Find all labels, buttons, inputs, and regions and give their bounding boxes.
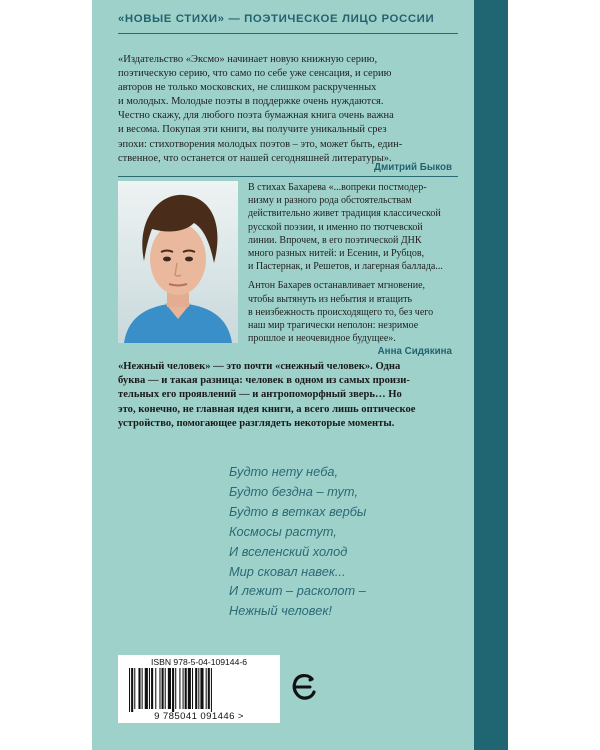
series-title: «НОВЫЕ СТИХИ» — ПОЭТИЧЕСКОЕ ЛИЦО РОССИИ xyxy=(118,13,435,25)
sidyakina-quote xyxy=(248,181,456,351)
quote-line: и Пастернак, и Решетов, и лагерная баллада... xyxy=(248,261,443,273)
book-description xyxy=(118,360,458,431)
poem-line: Будто в ветках вербы xyxy=(229,503,367,519)
quote-line: наш мир трагически неполон: незримое xyxy=(248,320,419,332)
quote-line: линии. Впрочем, в его поэтической ДНК xyxy=(248,234,422,246)
quote-paragraph xyxy=(248,181,456,273)
header-rule xyxy=(118,33,458,34)
quote-line: в неизбежность происходящего то, без чего xyxy=(248,306,434,318)
quote-line: низму и разного рода обстоятельствам xyxy=(248,195,412,207)
description-line: это, конечно, не главная идея книги, а всего лишь оптическое xyxy=(118,403,416,415)
quote-line: Честно скажу, для любого поэта бумажная книга очень важна xyxy=(118,110,394,122)
bykov-rule xyxy=(118,176,458,177)
isbn-barcode xyxy=(118,655,280,723)
quote-paragraph xyxy=(248,279,456,345)
author-photo xyxy=(118,181,238,343)
quote-line: прошлое и неочевидное будущее». xyxy=(248,333,396,345)
eksmo-logo-icon xyxy=(290,671,318,703)
poem-line: Нежный человек! xyxy=(229,603,332,619)
isbn-digits: 9 785041 091446 > xyxy=(154,711,244,722)
quote-line: ственное, что останется от нашей сегодняшней литературы». xyxy=(118,152,392,164)
quote-line: Антон Бахарев останавливает мгновение, xyxy=(248,280,426,292)
quote-line: действительно живет традиция классической xyxy=(248,208,441,220)
quote-line: поэтическую серию, что само по себе уже сенсация, и серию xyxy=(118,68,392,80)
description-line: буква — и такая разница: человек в одном из самых произи- xyxy=(118,375,410,387)
quote-line: авторов не только московских, не слишком раскрученных xyxy=(118,82,377,94)
poem-line: Будто нету неба, xyxy=(229,464,339,479)
quote-line: и молодых. Молодые поэты в поддержке очень нуждаются. xyxy=(118,96,384,108)
poem-line: Мир сковал навек... xyxy=(229,563,346,579)
author-photo-icon xyxy=(118,181,238,343)
quote-line: русской поэзии, и именно по тютчевской xyxy=(248,221,423,233)
poem-line: И вселенский холод xyxy=(229,543,348,559)
quote-line: «Издательство «Эксмо» начинает новую книжную серию, xyxy=(118,54,378,65)
quote-line: эпохи: стихотворения молодых поэтов – это, может быть, един- xyxy=(118,138,403,150)
quote-line: и весома. Покупая эти книги, вы получите уникальный срез xyxy=(118,124,387,136)
description-line: тельных его проявлений — и антропоморфный зверь… Но xyxy=(118,389,402,401)
poem-line: Космосы растут, xyxy=(229,523,337,539)
quote-line: чтобы вытянуть из небытия и втащить xyxy=(248,293,413,305)
sidyakina-signature: Анна Сидякина xyxy=(377,346,452,357)
bykov-signature: Дмитрий Быков xyxy=(374,162,452,173)
book-spine xyxy=(474,0,508,750)
bykov-quote xyxy=(118,53,458,166)
quote-line: много разных нитей: и Есенин, и Рубцов, xyxy=(248,248,425,260)
description-line: устройство, помогающее разглядеть некоторые моменты. xyxy=(118,417,395,429)
poem-line: И лежит – расколот – xyxy=(229,583,366,599)
isbn-label: ISBN 978-5-04-109144-6 xyxy=(150,657,248,667)
quote-line: В стихах Бахарева «...вопреки постмодер- xyxy=(248,182,427,193)
description-line: «Нежный человек» — это почти «снежный человек». Одна xyxy=(118,361,401,372)
poem xyxy=(229,462,429,621)
poem-line: Будто бездна – тут, xyxy=(229,483,358,499)
